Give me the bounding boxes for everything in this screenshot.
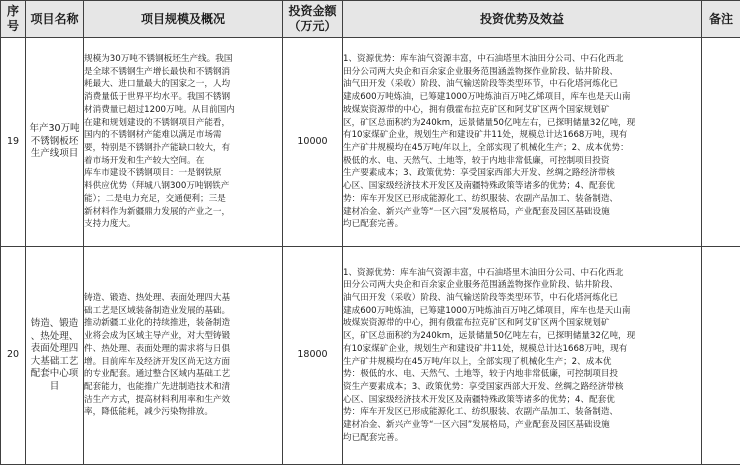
row-number: 19 [1, 38, 26, 247]
project-remark [702, 38, 740, 247]
project-advantages: 1、资源优势：库车油气资源丰富，中石油塔里木油田分公司、中石化西北 田分公司两大央企和百余家企业服务范围涵盖物探作业阶段、钻井阶段、 油气田开发（采收）阶段、油气输送阶段等类型环节，中石化塔河炼化已 建成600万吨炼油，已筹建1000万吨炼油百万吨乙烯项目，库车也是天山南 坡煤炭资源带的中心，拥有俄霍布拉克矿区和阿艾矿区两个国家规划矿 区，矿区总面积约为240km，远景储量50亿吨左右，已探明储量32亿吨，现 有10家煤矿企业，规划生产和建设矿井11处，规模总计达1668万吨，现有 生产矿井规模均在45万吨/年以上，全部实现了机械化生产；2、成本优势： 极低的水、电、天然气、土地等，较于内地非常低廉，可控制项目投资 生产要素成本；3、政策优势：享受国家西部大开发、丝绸之路经济带核 心区、国家级经济技术开发区及南疆特殊政策等诸多的优势；4、配套优 势：库车开发区已形成能源化工、纺织服装、农副产品加工、装备制造、 建材冶金、新兴产业等“一区六园”发展格局，产业配套及园区基础设施 均已配套完善。 [343, 38, 702, 247]
header-number: 序 号 [1, 1, 26, 38]
header-project-name: 项目名称 [26, 1, 84, 38]
investment-amount: 18000 [283, 247, 343, 465]
table-row [1, 247, 740, 465]
project-remark [702, 247, 740, 465]
header-investment-amount: 投资金额 （万元） [283, 1, 343, 38]
investment-amount: 10000 [283, 38, 343, 247]
project-name: 铸造、锻造 、热处理、 表面处理四 大基础工艺 配套中心项 目 [26, 247, 84, 465]
header-advantages-benefits: 投资优势及效益 [343, 1, 702, 38]
project-advantages: 1、资源优势：库车油气资源丰富，中石油塔里木油田分公司、中石化西北 田分公司两大央企和百余家企业服务范围涵盖物探作业阶段、钻井阶段、 油气田开发（采收）阶段、油气输送阶段等类型环节，中石化塔河炼化已 建成600万吨炼油，已筹建1000万吨炼油百万吨乙烯项目，库车也是天山南 坡煤炭资源带的中心，拥有俄霍布拉克矿区和阿艾矿区两个国家规划矿 区，矿区总面积约为240km，远景储量50亿吨左右，已探明储量32亿吨，现 有10家煤矿企业，规划生产和建设矿井11处，规模总计达1668万吨，现有 生产矿井规模均在45万吨/年以上，全部实现了机械化生产；2、成本优 势：极低的水、电、天然气、土地等，较于内地非常低廉，可控制项目投 资生产要素成本；3、政策优势：享受国家西部大开发、丝绸之路经济带核 心区、国家级经济技术开发区及南疆特殊政策等诸多的优势；4、配套优 势：库车开发区已形成能源化工、纺织服装、农副产品加工、装备制造、 建材冶金、新兴产业等“一区六园”发展格局，产业配套及园区基础设施 均已配套完善。 [343, 247, 702, 465]
table-row [1, 38, 740, 247]
header-project-overview: 项目规模及概况 [84, 1, 283, 38]
row-number: 20 [1, 247, 26, 465]
project-overview: 铸造、锻造、热处理、表面处理四大基 础工艺是区域装备制造业发展的基础。 推动新疆工业化的持续推进，装备制造 业将会成为区域主导产业，对大型铸锻 件、热处理、表面处理的需求将与日俱 增。目前库车及经济开发区尚无这方面 的专业配套。通过整合区域内基础工艺 配套能力，也能推广先进制造技术和清 洁生产方式，提高材料利用率和生产效 率，降低能耗，减少污染物排放。 [84, 247, 283, 465]
header-remarks: 备注 [702, 1, 740, 38]
project-name: 年产30万吨 不锈钢板坯 生产线项目 [26, 38, 84, 247]
header-row [1, 1, 740, 38]
project-overview: 规模为30万吨不锈钢板坯生产线。我国 是全球不锈钢生产增长最快和不锈钢消 耗最大、进口量最大的国家之一，人均 消费量低于世界平均水平。我国不锈钢 材消费量已超过1200万吨。从目前国内 在建和规划建设的不锈钢项目产能看， 国内的不锈钢材产能难以满足市场需 要，特别是不锈钢扑产能缺口较大，有 着市场开发和生产较大空间。在 库车市建设不锈钢项目：一是钢铁原 料供应优势（拜城八钢300万吨钢铁产 能）；二是电力充足，交通便利；三是 新材料作为新疆鼎力发展的产业之一， 支持力度大。 [84, 38, 283, 247]
